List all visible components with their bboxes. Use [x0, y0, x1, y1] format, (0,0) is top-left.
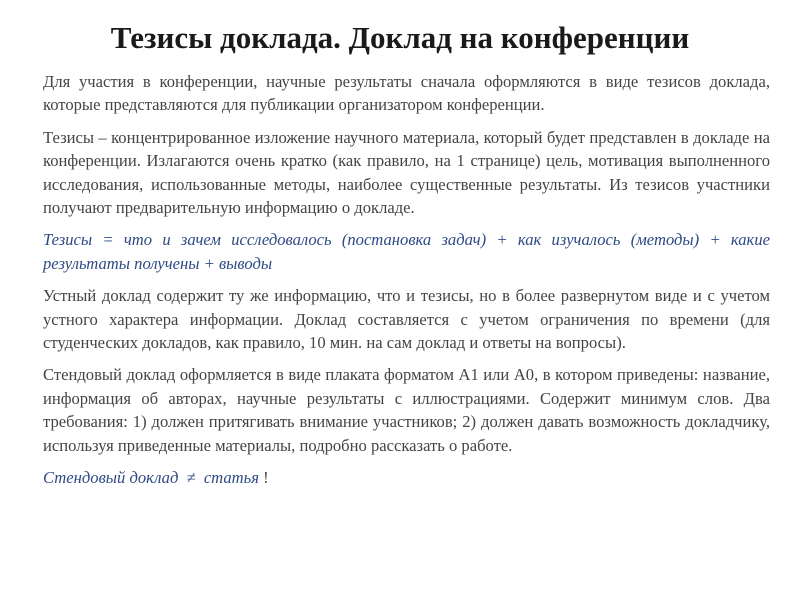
poster-label: Стендовый доклад	[43, 468, 179, 488]
theses-formula: Тезисы = что и зачем исследовалось (постановка задач) + как изучалось (методы) + какие результаты получены + выводы	[43, 230, 770, 273]
article-label: статья	[203, 468, 259, 488]
paragraph-theses-intro: Для участия в конференции, научные результаты сначала оформляются в виде тезисов доклада, которые представляются для публикации организатором конференции.	[43, 72, 770, 115]
exclamation-mark: !	[263, 468, 269, 488]
final-statement	[43, 466, 770, 489]
slide-title: Тезисы доклада. Доклад на конференции	[110, 20, 690, 55]
paragraph-theses-definition: Тезисы – концентрированное изложение научного материала, который будет представлен в докладе на конференции. Излагаются очень кратко (как правило, на 1 странице) цель, мотивация выполненного исследования, использованные методы, наиболее существенные результаты. Из тезисов участники получают предварительную информацию о докладе.	[43, 127, 770, 218]
paragraph-oral-report: Устный доклад содержит ту же информацию, что и тезисы, но в более развернутом виде и с учетом устного характера информации. Доклад составляется с учетом ограничения по времени (для студенческих докладов, как правило, 10 мин. на сам доклад и ответы на вопросы).	[43, 286, 770, 353]
slide-body	[43, 70, 770, 499]
not-equal-sign: ≠	[186, 468, 196, 488]
paragraph-poster-report: Стендовый доклад оформляется в виде плаката форматом А1 или А0, в котором приведены: название, информация об авторах, научные результаты с иллюстрациями. Содержит минимум слов. Два требования: 1) должен притягивать внимание участников; 2) должен давать возможность докладчику, используя приведенные материалы, подробно рассказать о работе.	[43, 365, 770, 455]
